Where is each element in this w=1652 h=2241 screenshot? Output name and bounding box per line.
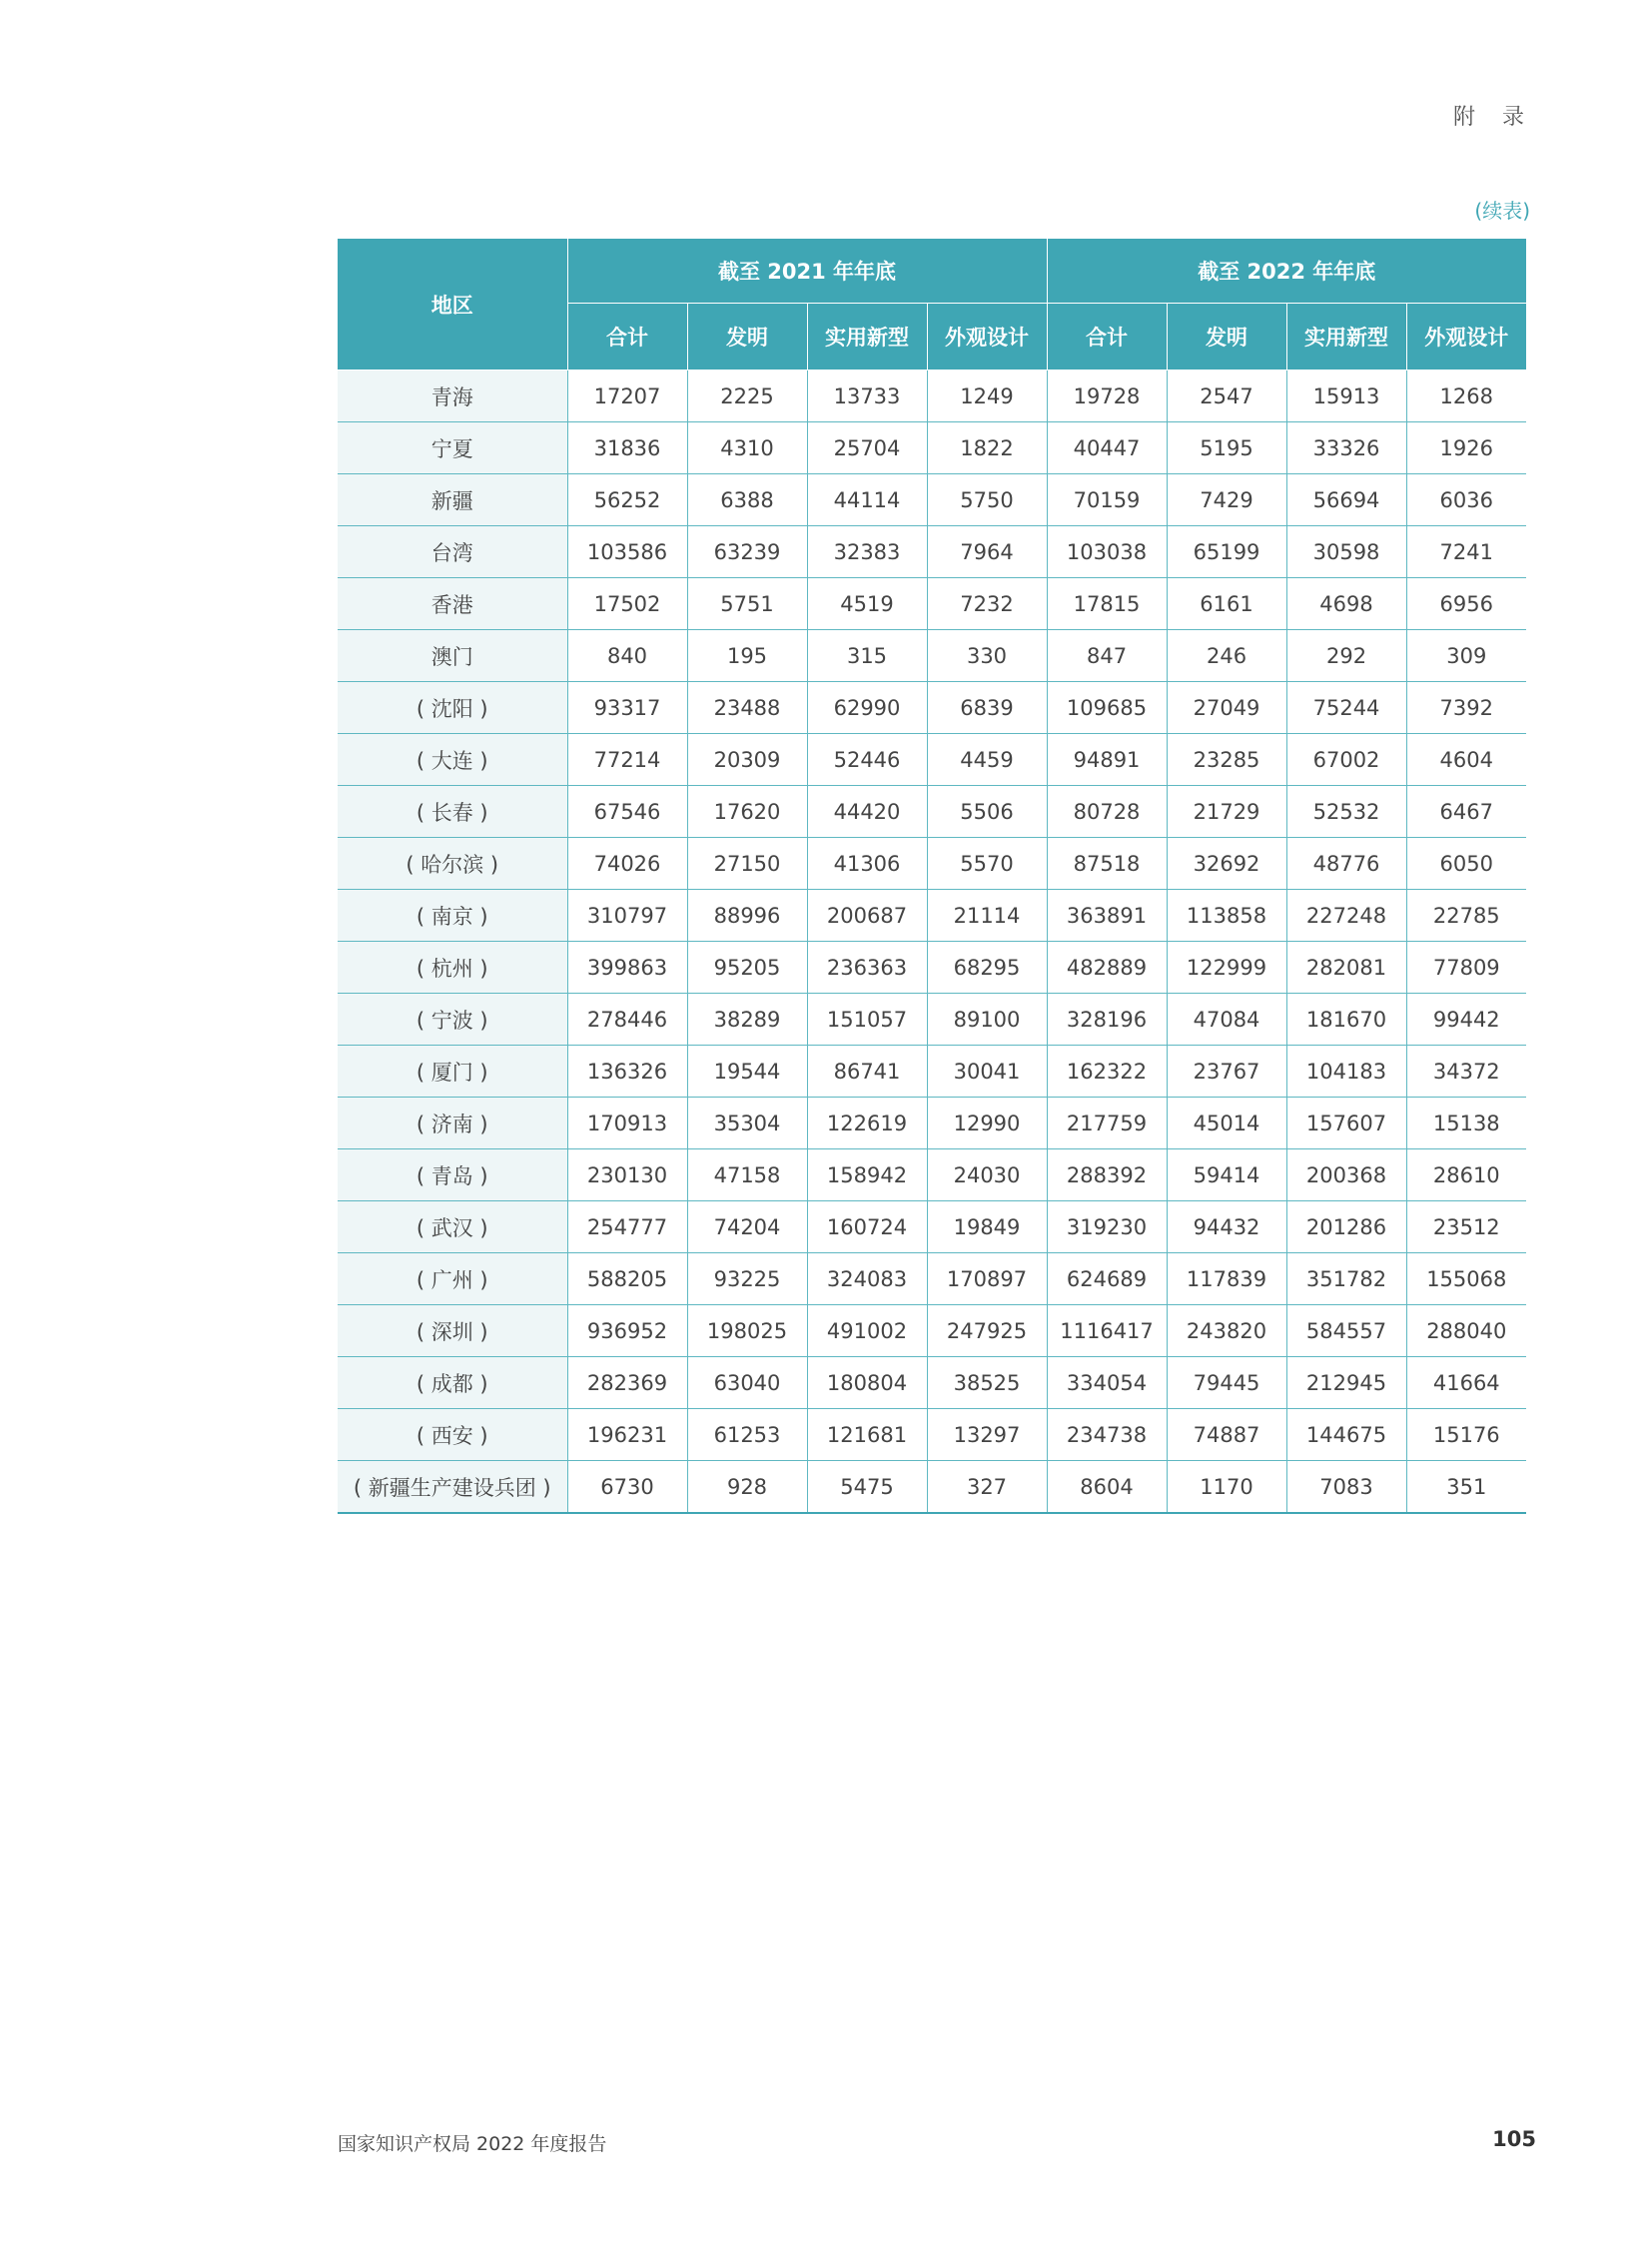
value-cell: 41306 xyxy=(807,838,927,890)
value-cell: 113858 xyxy=(1167,890,1286,942)
value-cell: 65199 xyxy=(1167,526,1286,578)
value-cell: 56694 xyxy=(1286,474,1406,526)
value-cell: 160724 xyxy=(807,1201,927,1253)
value-cell: 2225 xyxy=(687,371,807,422)
group-header-2021: 截至 2021 年年底 xyxy=(567,239,1047,304)
value-cell: 236363 xyxy=(807,942,927,994)
value-cell: 21729 xyxy=(1167,786,1286,838)
region-cell: ( 新疆生产建设兵团 ) xyxy=(338,1461,567,1514)
value-cell: 200368 xyxy=(1286,1149,1406,1201)
value-cell: 212945 xyxy=(1286,1357,1406,1409)
value-cell: 62990 xyxy=(807,682,927,734)
value-cell: 351782 xyxy=(1286,1253,1406,1305)
value-cell: 19849 xyxy=(927,1201,1047,1253)
value-cell: 35304 xyxy=(687,1098,807,1149)
value-cell: 196231 xyxy=(567,1409,687,1461)
value-cell: 44420 xyxy=(807,786,927,838)
table-row xyxy=(338,526,1526,578)
value-cell: 74204 xyxy=(687,1201,807,1253)
value-cell: 99442 xyxy=(1406,994,1526,1046)
value-cell: 6388 xyxy=(687,474,807,526)
value-cell: 155068 xyxy=(1406,1253,1526,1305)
region-cell: ( 长春 ) xyxy=(338,786,567,838)
value-cell: 88996 xyxy=(687,890,807,942)
value-cell: 1268 xyxy=(1406,371,1526,422)
value-cell: 136326 xyxy=(567,1046,687,1098)
region-cell: 新疆 xyxy=(338,474,567,526)
value-cell: 158942 xyxy=(807,1149,927,1201)
sub-header-invention-2021: 发明 xyxy=(687,304,807,371)
table-row xyxy=(338,1409,1526,1461)
region-cell: ( 武汉 ) xyxy=(338,1201,567,1253)
value-cell: 4310 xyxy=(687,422,807,474)
table-row xyxy=(338,630,1526,682)
value-cell: 6161 xyxy=(1167,578,1286,630)
value-cell: 5570 xyxy=(927,838,1047,890)
value-cell: 151057 xyxy=(807,994,927,1046)
table-row xyxy=(338,1201,1526,1253)
table-row xyxy=(338,994,1526,1046)
value-cell: 157607 xyxy=(1286,1098,1406,1149)
value-cell: 23512 xyxy=(1406,1201,1526,1253)
value-cell: 7429 xyxy=(1167,474,1286,526)
value-cell: 234738 xyxy=(1047,1409,1167,1461)
value-cell: 30041 xyxy=(927,1046,1047,1098)
value-cell: 15913 xyxy=(1286,371,1406,422)
value-cell: 588205 xyxy=(567,1253,687,1305)
value-cell: 33326 xyxy=(1286,422,1406,474)
value-cell: 93317 xyxy=(567,682,687,734)
value-cell: 243820 xyxy=(1167,1305,1286,1357)
sub-header-design-2021: 外观设计 xyxy=(927,304,1047,371)
value-cell: 7392 xyxy=(1406,682,1526,734)
value-cell: 324083 xyxy=(807,1253,927,1305)
report-title: 国家知识产权局 2022 年度报告 xyxy=(338,2133,607,2155)
region-cell: ( 广州 ) xyxy=(338,1253,567,1305)
value-cell: 13733 xyxy=(807,371,927,422)
value-cell: 200687 xyxy=(807,890,927,942)
sub-header-invention-2022: 发明 xyxy=(1167,304,1286,371)
value-cell: 5750 xyxy=(927,474,1047,526)
value-cell: 80728 xyxy=(1047,786,1167,838)
value-cell: 328196 xyxy=(1047,994,1167,1046)
value-cell: 13297 xyxy=(927,1409,1047,1461)
value-cell: 5475 xyxy=(807,1461,927,1514)
region-cell: ( 成都 ) xyxy=(338,1357,567,1409)
value-cell: 227248 xyxy=(1286,890,1406,942)
value-cell: 292 xyxy=(1286,630,1406,682)
region-cell: 青海 xyxy=(338,371,567,422)
value-cell: 67002 xyxy=(1286,734,1406,786)
value-cell: 117839 xyxy=(1167,1253,1286,1305)
value-cell: 327 xyxy=(927,1461,1047,1514)
region-cell: ( 厦门 ) xyxy=(338,1046,567,1098)
value-cell: 847 xyxy=(1047,630,1167,682)
value-cell: 5751 xyxy=(687,578,807,630)
value-cell: 6839 xyxy=(927,682,1047,734)
table-row xyxy=(338,371,1526,422)
value-cell: 89100 xyxy=(927,994,1047,1046)
value-cell: 310797 xyxy=(567,890,687,942)
value-cell: 15176 xyxy=(1406,1409,1526,1461)
value-cell: 20309 xyxy=(687,734,807,786)
value-cell: 162322 xyxy=(1047,1046,1167,1098)
value-cell: 17207 xyxy=(567,371,687,422)
table-row xyxy=(338,1461,1526,1514)
sub-header-total-2021: 合计 xyxy=(567,304,687,371)
sub-header-total-2022: 合计 xyxy=(1047,304,1167,371)
value-cell: 74026 xyxy=(567,838,687,890)
value-cell: 45014 xyxy=(1167,1098,1286,1149)
value-cell: 95205 xyxy=(687,942,807,994)
value-cell: 22785 xyxy=(1406,890,1526,942)
value-cell: 195 xyxy=(687,630,807,682)
value-cell: 5195 xyxy=(1167,422,1286,474)
value-cell: 5506 xyxy=(927,786,1047,838)
value-cell: 32383 xyxy=(807,526,927,578)
value-cell: 79445 xyxy=(1167,1357,1286,1409)
value-cell: 351 xyxy=(1406,1461,1526,1514)
table-row xyxy=(338,578,1526,630)
value-cell: 17815 xyxy=(1047,578,1167,630)
value-cell: 482889 xyxy=(1047,942,1167,994)
value-cell: 21114 xyxy=(927,890,1047,942)
region-cell: ( 大连 ) xyxy=(338,734,567,786)
table-row xyxy=(338,786,1526,838)
value-cell: 1822 xyxy=(927,422,1047,474)
value-cell: 282369 xyxy=(567,1357,687,1409)
value-cell: 7964 xyxy=(927,526,1047,578)
value-cell: 74887 xyxy=(1167,1409,1286,1461)
value-cell: 28610 xyxy=(1406,1149,1526,1201)
value-cell: 86741 xyxy=(807,1046,927,1098)
value-cell: 17620 xyxy=(687,786,807,838)
table-row xyxy=(338,1046,1526,1098)
value-cell: 47158 xyxy=(687,1149,807,1201)
region-column-header: 地区 xyxy=(338,239,567,371)
value-cell: 201286 xyxy=(1286,1201,1406,1253)
value-cell: 288040 xyxy=(1406,1305,1526,1357)
table-row xyxy=(338,474,1526,526)
value-cell: 31836 xyxy=(567,422,687,474)
value-cell: 15138 xyxy=(1406,1098,1526,1149)
value-cell: 23767 xyxy=(1167,1046,1286,1098)
region-cell: 澳门 xyxy=(338,630,567,682)
value-cell: 2547 xyxy=(1167,371,1286,422)
value-cell: 122999 xyxy=(1167,942,1286,994)
region-cell: ( 西安 ) xyxy=(338,1409,567,1461)
value-cell: 6050 xyxy=(1406,838,1526,890)
value-cell: 330 xyxy=(927,630,1047,682)
value-cell: 38525 xyxy=(927,1357,1047,1409)
value-cell: 19728 xyxy=(1047,371,1167,422)
patent-stats-table xyxy=(338,238,1526,1514)
region-cell: ( 青岛 ) xyxy=(338,1149,567,1201)
value-cell: 52446 xyxy=(807,734,927,786)
table-row xyxy=(338,838,1526,890)
page-number: 105 xyxy=(1492,2127,1536,2151)
value-cell: 19544 xyxy=(687,1046,807,1098)
table-row xyxy=(338,1357,1526,1409)
value-cell: 87518 xyxy=(1047,838,1167,890)
region-cell: 香港 xyxy=(338,578,567,630)
value-cell: 68295 xyxy=(927,942,1047,994)
value-cell: 288392 xyxy=(1047,1149,1167,1201)
value-cell: 23488 xyxy=(687,682,807,734)
region-cell: ( 沈阳 ) xyxy=(338,682,567,734)
sub-header-utility-2022: 实用新型 xyxy=(1286,304,1406,371)
value-cell: 122619 xyxy=(807,1098,927,1149)
value-cell: 103586 xyxy=(567,526,687,578)
value-cell: 41664 xyxy=(1406,1357,1526,1409)
value-cell: 278446 xyxy=(567,994,687,1046)
value-cell: 32692 xyxy=(1167,838,1286,890)
value-cell: 67546 xyxy=(567,786,687,838)
value-cell: 6730 xyxy=(567,1461,687,1514)
value-cell: 1926 xyxy=(1406,422,1526,474)
table-row xyxy=(338,1305,1526,1357)
value-cell: 624689 xyxy=(1047,1253,1167,1305)
value-cell: 94891 xyxy=(1047,734,1167,786)
value-cell: 70159 xyxy=(1047,474,1167,526)
value-cell: 180804 xyxy=(807,1357,927,1409)
value-cell: 170913 xyxy=(567,1098,687,1149)
value-cell: 6036 xyxy=(1406,474,1526,526)
value-cell: 399863 xyxy=(567,942,687,994)
value-cell: 1116417 xyxy=(1047,1305,1167,1357)
value-cell: 25704 xyxy=(807,422,927,474)
value-cell: 121681 xyxy=(807,1409,927,1461)
value-cell: 8604 xyxy=(1047,1461,1167,1514)
value-cell: 334054 xyxy=(1047,1357,1167,1409)
value-cell: 928 xyxy=(687,1461,807,1514)
region-cell: ( 哈尔滨 ) xyxy=(338,838,567,890)
value-cell: 52532 xyxy=(1286,786,1406,838)
value-cell: 1170 xyxy=(1167,1461,1286,1514)
value-cell: 7241 xyxy=(1406,526,1526,578)
value-cell: 144675 xyxy=(1286,1409,1406,1461)
value-cell: 93225 xyxy=(687,1253,807,1305)
value-cell: 7232 xyxy=(927,578,1047,630)
region-cell: ( 宁波 ) xyxy=(338,994,567,1046)
value-cell: 23285 xyxy=(1167,734,1286,786)
value-cell: 936952 xyxy=(567,1305,687,1357)
value-cell: 48776 xyxy=(1286,838,1406,890)
region-cell: ( 杭州 ) xyxy=(338,942,567,994)
table-row xyxy=(338,942,1526,994)
value-cell: 56252 xyxy=(567,474,687,526)
value-cell: 103038 xyxy=(1047,526,1167,578)
table-row xyxy=(338,422,1526,474)
value-cell: 1249 xyxy=(927,371,1047,422)
region-cell: 台湾 xyxy=(338,526,567,578)
value-cell: 181670 xyxy=(1286,994,1406,1046)
table-row xyxy=(338,890,1526,942)
value-cell: 63239 xyxy=(687,526,807,578)
value-cell: 47084 xyxy=(1167,994,1286,1046)
table-row xyxy=(338,734,1526,786)
value-cell: 491002 xyxy=(807,1305,927,1357)
value-cell: 217759 xyxy=(1047,1098,1167,1149)
value-cell: 27049 xyxy=(1167,682,1286,734)
value-cell: 4459 xyxy=(927,734,1047,786)
value-cell: 6956 xyxy=(1406,578,1526,630)
region-cell: ( 南京 ) xyxy=(338,890,567,942)
value-cell: 6467 xyxy=(1406,786,1526,838)
value-cell: 38289 xyxy=(687,994,807,1046)
value-cell: 198025 xyxy=(687,1305,807,1357)
value-cell: 246 xyxy=(1167,630,1286,682)
value-cell: 12990 xyxy=(927,1098,1047,1149)
value-cell: 61253 xyxy=(687,1409,807,1461)
value-cell: 4519 xyxy=(807,578,927,630)
value-cell: 34372 xyxy=(1406,1046,1526,1098)
value-cell: 7083 xyxy=(1286,1461,1406,1514)
group-header-2022: 截至 2022 年年底 xyxy=(1047,239,1526,304)
value-cell: 319230 xyxy=(1047,1201,1167,1253)
table-body xyxy=(338,371,1526,1514)
value-cell: 94432 xyxy=(1167,1201,1286,1253)
value-cell: 30598 xyxy=(1286,526,1406,578)
value-cell: 4604 xyxy=(1406,734,1526,786)
value-cell: 59414 xyxy=(1167,1149,1286,1201)
value-cell: 309 xyxy=(1406,630,1526,682)
value-cell: 27150 xyxy=(687,838,807,890)
value-cell: 4698 xyxy=(1286,578,1406,630)
value-cell: 109685 xyxy=(1047,682,1167,734)
value-cell: 247925 xyxy=(927,1305,1047,1357)
table-row xyxy=(338,1149,1526,1201)
value-cell: 840 xyxy=(567,630,687,682)
value-cell: 363891 xyxy=(1047,890,1167,942)
value-cell: 77809 xyxy=(1406,942,1526,994)
sub-header-design-2022: 外观设计 xyxy=(1406,304,1526,371)
value-cell: 254777 xyxy=(567,1201,687,1253)
region-cell: ( 济南 ) xyxy=(338,1098,567,1149)
value-cell: 315 xyxy=(807,630,927,682)
continued-label: (续表) xyxy=(1474,199,1530,223)
value-cell: 40447 xyxy=(1047,422,1167,474)
region-cell: ( 深圳 ) xyxy=(338,1305,567,1357)
region-cell: 宁夏 xyxy=(338,422,567,474)
section-label: 附 录 xyxy=(1453,105,1534,130)
value-cell: 282081 xyxy=(1286,942,1406,994)
table-row xyxy=(338,1098,1526,1149)
sub-header-utility-2021: 实用新型 xyxy=(807,304,927,371)
value-cell: 63040 xyxy=(687,1357,807,1409)
value-cell: 77214 xyxy=(567,734,687,786)
value-cell: 584557 xyxy=(1286,1305,1406,1357)
value-cell: 170897 xyxy=(927,1253,1047,1305)
table-row xyxy=(338,682,1526,734)
value-cell: 17502 xyxy=(567,578,687,630)
value-cell: 44114 xyxy=(807,474,927,526)
value-cell: 230130 xyxy=(567,1149,687,1201)
table-row xyxy=(338,1253,1526,1305)
value-cell: 24030 xyxy=(927,1149,1047,1201)
value-cell: 104183 xyxy=(1286,1046,1406,1098)
value-cell: 75244 xyxy=(1286,682,1406,734)
